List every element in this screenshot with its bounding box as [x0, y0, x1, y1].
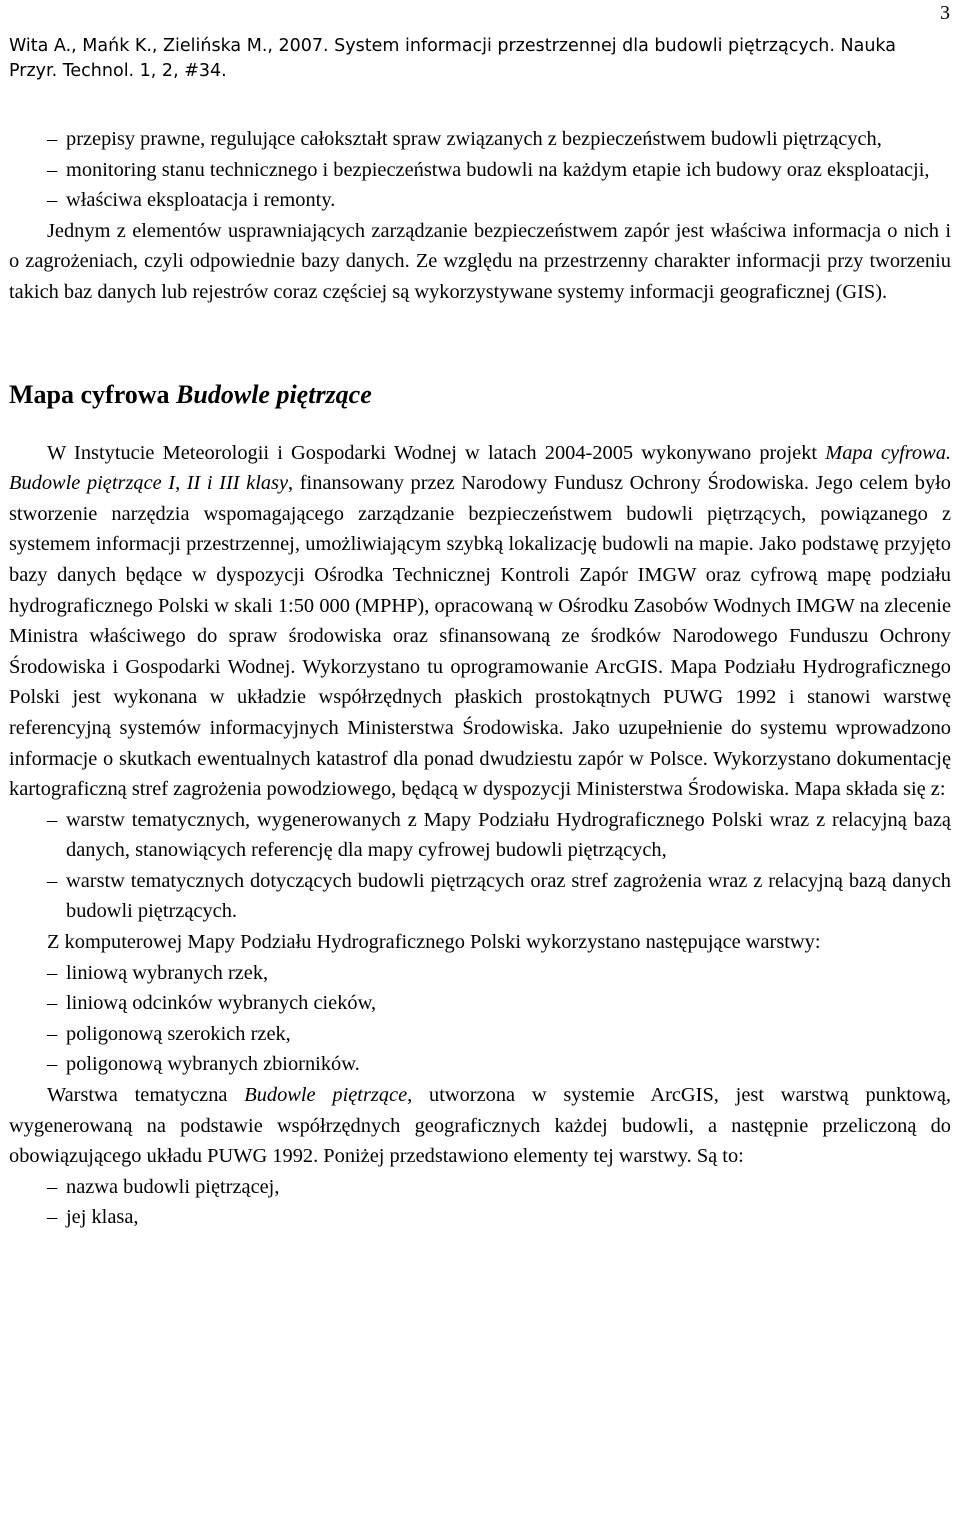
dash-bullet: – — [47, 128, 58, 150]
bullet-list-safety — [9, 124, 951, 216]
paragraph-project-description: W Instytucie Meteorologii i Gospodarki Wodnej w latach 2004-2005 wykonywano projekt Mapa cyfrowa. Budowle piętrzące I, II i III klasy, finansowany przez Narodowy Fundusz Ochrony Środowiska. Jego celem było stworzenie narzędzia wspomagającego zarządzanie bezpieczeństwem budowli piętrzących, powiązanego z systemem informacji przestrzennej, umożliwiającym szybką lokalizację budowli na mapie. Jako podstawę przyjęto bazy danych będące w dyspozycji Ośrodka Technicznej Kontroli Zapór IMGW oraz cyfrową mapę podziału hydrograficznego Polski w skali 1:50 000 (MPHP), opracowaną w Ośrodku Zasobów Wodnych IMGW na zlecenie Ministra właściwego do spraw środowiska oraz sfinansowaną ze środków Narodowego Funduszu Ochrony Środowiska i Gospodarki Wodnej. Wykorzystano tu oprogramowanie ArcGIS. Mapa Podziału Hydrograficznego Polski jest wykonana w układzie współrzędnych płaskich prostokątnych PUWG 1992 i stanowi warstwę referencyjną systemów informacyjnych Ministerstwa Środowiska. Jako uzupełnienie do systemu wprowadzono informacje o skutkach ewentualnych katastrof dla ponad dwudziestu zapór w Polsce. Wykorzystano dokumentację kartograficzną stref zagrożenia powodziowego, będącą w dyspozycji Ministerstwa Środowiska. Mapa składa się z: — [9, 441, 951, 801]
dash-bullet: – — [47, 1053, 58, 1076]
paragraph-used-layers: Z komputerowej Mapy Podziału Hydrograficznego Polski wykorzystano następujące warstwy: — [47, 931, 821, 954]
list-item: – liniową wybranych rzek, — [9, 958, 951, 989]
list-item: – poligonową szerokich rzek, — [9, 1019, 951, 1050]
bullet-list-layer-types — [9, 958, 951, 1080]
dash-bullet: – — [47, 1175, 58, 1198]
paragraph-gis-intro: Jednym z elementów usprawniających zarządzanie bezpieczeństwem zapór jest właściwa informacja o nich i o zagrożeniach, czyli odpowiednie bazy danych. Ze względu na przestrzenny charakter informacji przy tworzeniu takich baz danych lub rejestrów coraz częściej są wykorzystywane systemy informacji geograficznej (GIS). — [9, 219, 951, 303]
dash-bullet: – — [47, 189, 58, 212]
dash-bullet: – — [47, 158, 58, 181]
bullet-list-map-layers — [9, 805, 951, 927]
list-item: – nazwa budowli piętrzącej, — [9, 1172, 951, 1203]
list-item: – przepisy prawne, regulujące całokształt spraw związanych z bezpieczeństwem budowli piętrzących, — [9, 124, 951, 155]
section-heading: Mapa cyfrowa Budowle piętrzące — [9, 379, 372, 409]
dash-bullet: – — [47, 992, 58, 1015]
paragraph-thematic-layer: Warstwa tematyczna Budowle piętrzące, utworzona w systemie ArcGIS, jest warstwą punktową, wygenerowaną na podstawie współrzędnych geograficznych każdej budowli, a następnie przeliczoną do obowiązującego układu PUWG 1992. Poniżej przedstawiono elementy tej warstwy. Są to: — [9, 1084, 951, 1168]
document-body — [9, 124, 951, 1233]
dash-bullet: – — [47, 1022, 58, 1045]
dash-bullet: – — [47, 1206, 58, 1229]
list-item: – poligonową wybranych zbiorników. — [9, 1049, 951, 1080]
list-item: – jej klasa, — [9, 1202, 951, 1233]
dash-bullet: – — [47, 961, 58, 984]
dash-bullet: – — [47, 869, 58, 892]
bullet-list-layer-elements — [9, 1172, 951, 1233]
list-item: – warstw tematycznych dotyczących budowli piętrzących oraz stref zagrożenia wraz z relacyjną bazą danych budowli piętrzących. — [9, 866, 951, 927]
citation-text: Wita A., Mańk K., Zielińska M., 2007. System informacji przestrzennej dla budowli piętrzących. Nauka Przyr. Technol. 1, 2, #34. — [9, 36, 896, 81]
dash-bullet: – — [47, 808, 58, 831]
list-item: – liniową odcinków wybranych cieków, — [9, 988, 951, 1019]
page-number: 3 — [940, 2, 950, 24]
list-item: – monitoring stanu technicznego i bezpieczeństwa budowli na każdym etapie ich budowy oraz eksploatacji, — [9, 155, 951, 186]
list-item: – warstw tematycznych, wygenerowanych z Mapy Podziału Hydrograficznego Polski wraz z relacyjną bazą danych, stanowiących referencję dla mapy cyfrowej budowli piętrzących, — [9, 805, 951, 866]
running-header — [9, 34, 934, 84]
list-item: – właściwa eksploatacja i remonty. — [9, 185, 951, 216]
